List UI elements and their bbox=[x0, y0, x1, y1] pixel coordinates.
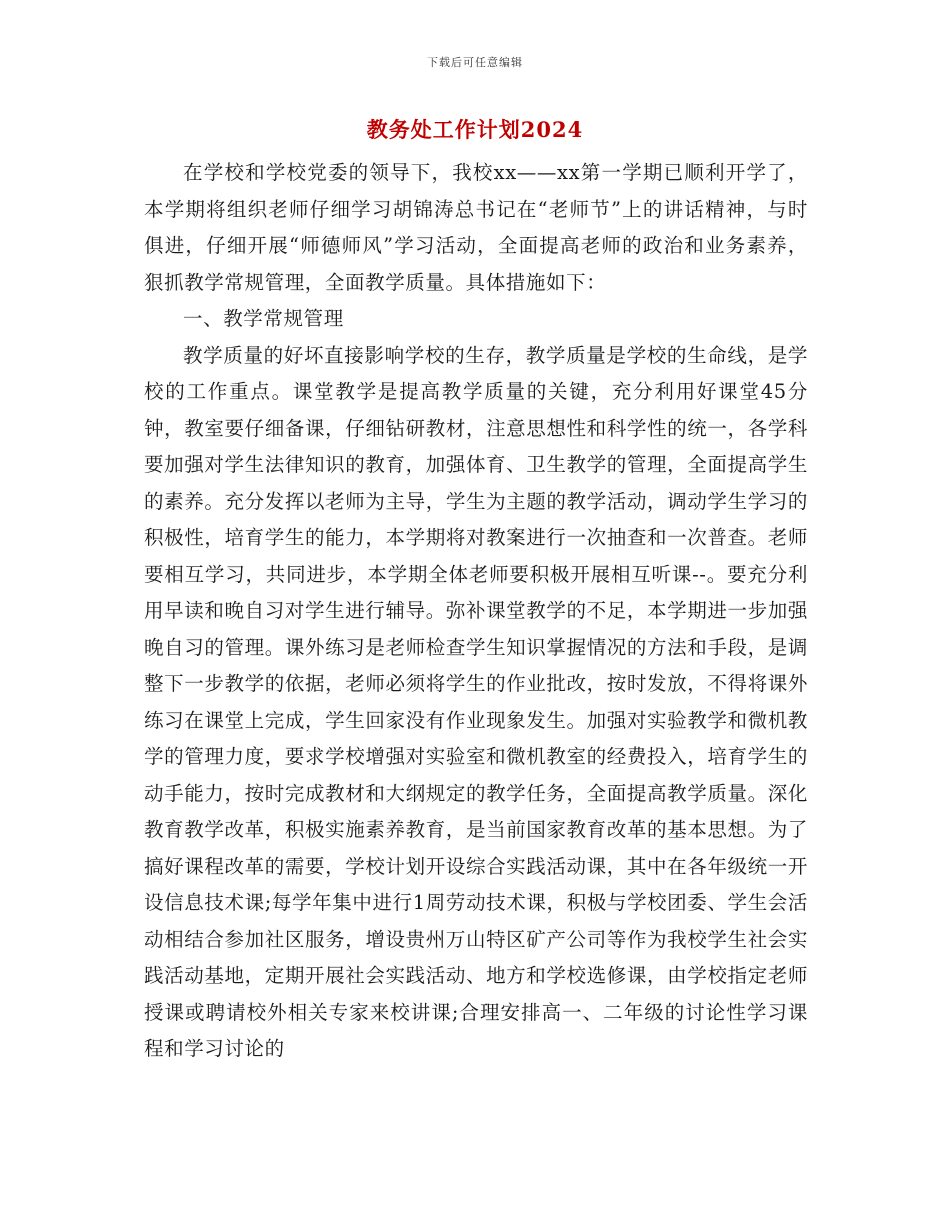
header-note: 下载后可任意编辑 bbox=[427, 56, 523, 69]
document-title: 教务处工作计划2024 bbox=[366, 117, 584, 142]
body-paragraph: 教学质量的好坏直接影响学校的生存，教学质量是学校的生命线，是学校的工作重点。课堂教学是提高教学质量的关键，充分利用好课堂45分钟，教室要仔细备课，仔细钻研教材，注意思想性和科学性的统一，各学科要加强对学生法律知识的教育，加强体育、卫生教学的管理，全面提高学生的素养。充分发挥以老师为主导，学生为主题的教学活动，调动学生学习的积极性，培育学生的能力，本学期将对教案进行一次抽查和一次普查。老师要相互学习，共同进步，本学期全体老师要积极开展相互听课--。要充分利用早读和晚自习对学生进行辅导。弥补课堂教学的不足，本学期进一步加强晚自习的管理。课外练习是老师检查学生知识掌握情况的方法和手段，是调整下一步教学的依据，老师必须将学生的作业批改，按时发放，不得将课外练习在课堂上完成，学生回家没有作业现象发生。加强对实验教学和微机教学的管理力度，要求学校增强对实验室和微机教室的经费投入，培育学生的动手能力，按时完成教材和大纲规定的教学任务，全面提高教学质量。深化教育教学改革，积极实施素养教育，是当前国家教育改革的基本思想。为了搞好课程改革的需要，学校计划开设综合实践活动课，其中在各年级统一开设信息技术课;每学年集中进行1周劳动技术课，积极与学校团委、学生会活动相结合参加社区服务，增设贵州万山特区矿产公司等作为我校学生社会实践活动基地，定期开展社会实践活动、地方和学校选修课，由学校指定老师授课或聘请校外相关专家来校讲课;合理安排高一、二年级的讨论性学习课程和学习讨论的 bbox=[144, 343, 808, 1060]
section-heading: 一、教学常规管理 bbox=[183, 307, 344, 330]
intro-paragraph: 在学校和学校党委的领导下，我校xx——xx第一学期已顺利开学了，本学期将组织老师仔细学习胡锦涛总书记在“老师节”上的讲话精神，与时俱进，仔细开展“师德师风”学习活动，全面提高老师的政治和业务素养，狠抓教学常规管理，全面教学质量。具体措施如下： bbox=[144, 161, 808, 294]
document-body bbox=[144, 155, 808, 1068]
